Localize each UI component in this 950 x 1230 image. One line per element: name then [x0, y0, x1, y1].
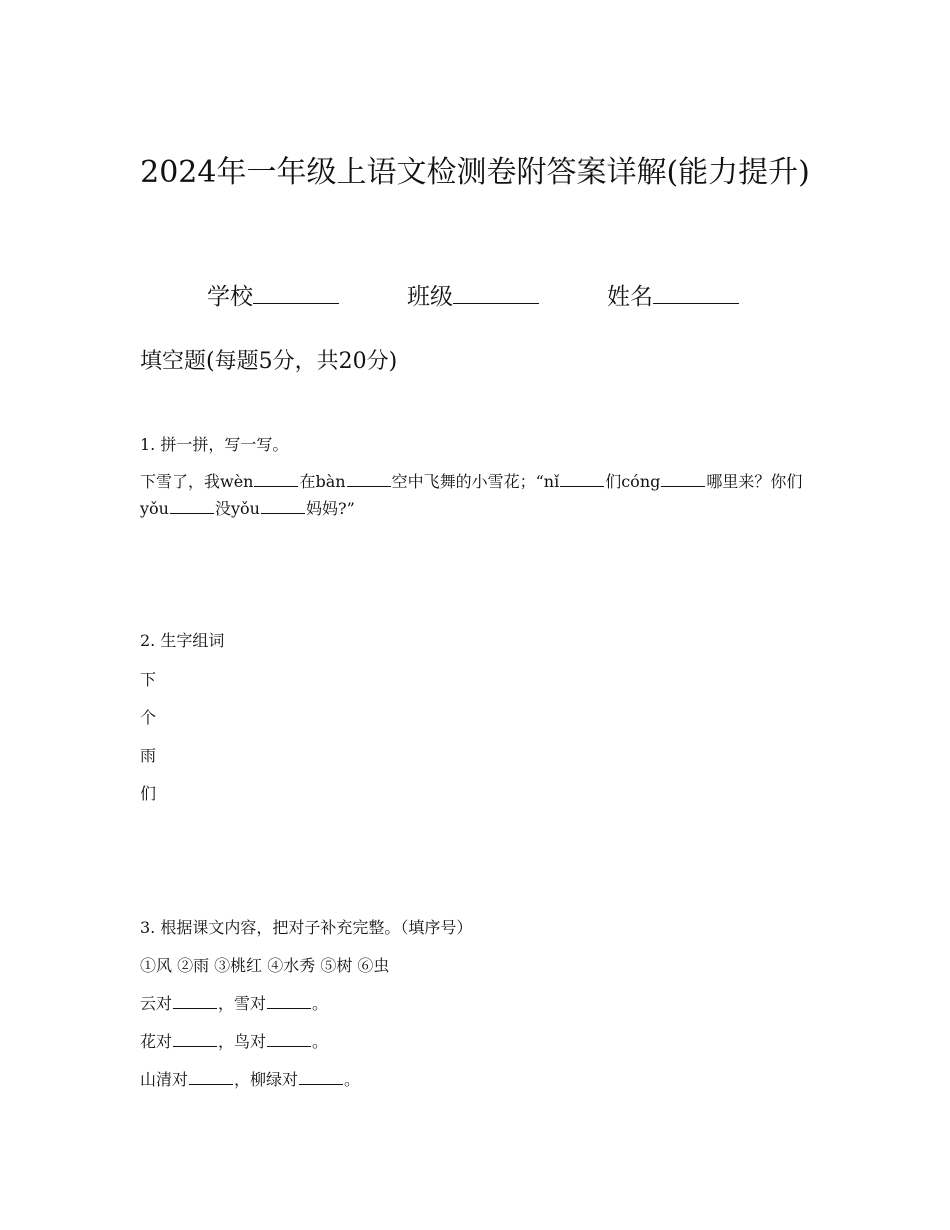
q1-text-part: 空中飞舞的小雪花；“: [391, 472, 544, 491]
q1-text-part: 在: [299, 472, 316, 491]
character-item: 们: [140, 784, 157, 803]
school-field: [207, 278, 339, 311]
pinyin: yǒu: [140, 499, 169, 518]
answer-blank: [267, 994, 311, 1009]
document-title: 2024年一年级上语文检测卷附答案详解(能力提升): [140, 155, 810, 190]
name-label: 姓名: [607, 284, 653, 310]
answer-blank: [189, 1070, 233, 1085]
answer-blank: [173, 994, 217, 1009]
class-blank: [453, 283, 539, 304]
pinyin: bàn: [315, 472, 346, 491]
q1-text-part: 们: [605, 472, 622, 491]
question-3-heading: 3. 根据课文内容，把对子补充完整。（填序号）: [140, 918, 473, 937]
couplet-text: ，柳绿对: [234, 1070, 299, 1089]
question-3-options: ①风 ②雨 ③桃红 ④水秀 ⑤树 ⑥虫: [140, 956, 390, 975]
couplet-line: [140, 1029, 328, 1052]
class-label: 班级: [407, 284, 453, 310]
character-item: 个: [140, 708, 157, 727]
class-field: [407, 278, 539, 311]
couplet-text: 花对: [140, 1032, 173, 1051]
answer-blank: [560, 472, 604, 487]
q1-text-part: 妈妈?”: [305, 499, 355, 518]
couplet-line: [140, 991, 328, 1014]
pinyin: cóng: [621, 472, 661, 491]
couplet-text: 。: [312, 1032, 329, 1051]
couplet-text: 。: [344, 1070, 361, 1089]
school-label: 学校: [207, 284, 253, 310]
q1-text-part: 下雪了，我: [140, 472, 221, 491]
name-field: [607, 278, 739, 311]
couplet-line: [140, 1067, 360, 1090]
character-item: 雨: [140, 746, 157, 765]
answer-blank: [347, 472, 391, 487]
couplet-text: 山清对: [140, 1070, 189, 1089]
question-1-text: [140, 468, 810, 522]
answer-blank: [173, 1032, 217, 1047]
answer-blank: [267, 1032, 311, 1047]
section-heading: 填空题(每题5分，共20分): [140, 349, 398, 374]
pinyin: wèn: [220, 472, 254, 491]
character-item: 下: [140, 670, 157, 689]
answer-blank: [261, 499, 305, 514]
question-1-heading: 1. 拼一拼，写一写。: [140, 435, 289, 454]
pinyin: nǐ: [543, 472, 560, 491]
answer-blank: [170, 499, 214, 514]
pinyin: yǒu: [231, 499, 260, 518]
answer-blank: [254, 472, 298, 487]
q1-text-part: 哪里来？你们: [706, 472, 803, 491]
answer-blank: [661, 472, 705, 487]
couplet-text: ，雪对: [218, 994, 267, 1013]
couplet-text: ，鸟对: [218, 1032, 267, 1051]
question-2-heading: 2. 生字组词: [140, 631, 225, 650]
school-blank: [253, 283, 339, 304]
name-blank: [653, 283, 739, 304]
couplet-text: 。: [312, 994, 329, 1013]
couplet-text: 云对: [140, 994, 173, 1013]
answer-blank: [299, 1070, 343, 1085]
q1-text-part: 没: [214, 499, 231, 518]
